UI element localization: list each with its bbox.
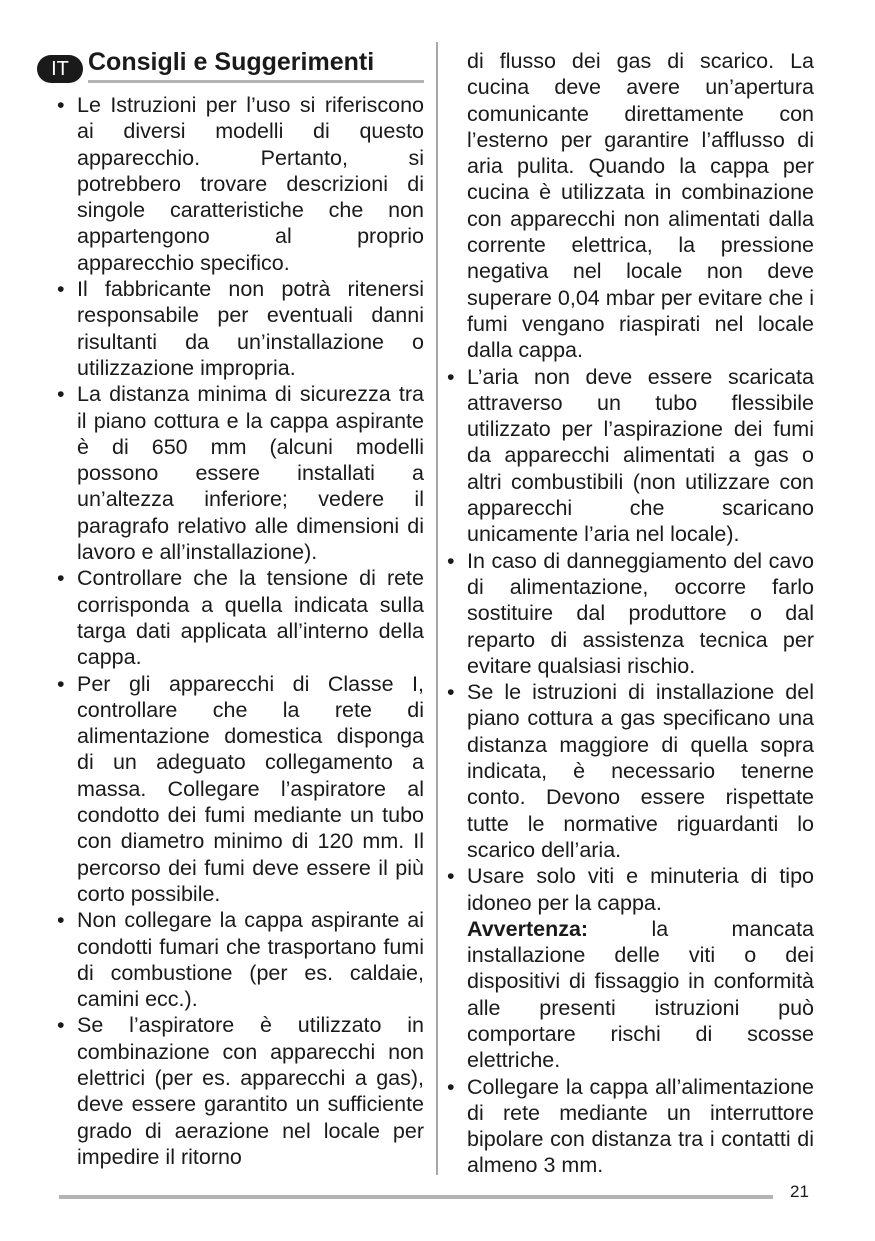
- list-item-text: Se le istruzioni di installazione del piano cottura a gas specificano una distanza maggiore di quella sopra indicata, è necessario tenerne conto. Devono essere rispettate tutte le normative riguardanti lo scarico dell’aria.: [467, 680, 814, 862]
- bullet-icon: •: [447, 548, 455, 573]
- section-title: Consigli e Suggerimenti: [88, 46, 424, 83]
- list-item-text: Le Istruzioni per l’uso si riferiscono ai diversi modelli di questo apparecchio. Pertanto, si potrebbero trovare descrizioni di singole caratteristiche che non appartengono al proprio apparecchio specifico.: [77, 93, 424, 275]
- continuation-paragraph: [446, 48, 814, 364]
- list-item: [56, 565, 424, 670]
- left-column: [56, 92, 424, 1170]
- bullet-icon: •: [57, 671, 65, 696]
- bullet-icon: •: [57, 566, 65, 591]
- list-item: [446, 1074, 814, 1179]
- list-item: [446, 679, 814, 863]
- warning-paragraph: [446, 916, 814, 1074]
- list-item: [56, 381, 424, 565]
- bullet-icon: •: [447, 1074, 455, 1099]
- bullet-icon: •: [447, 680, 455, 705]
- list-item-text: Per gli apparecchi di Classe I, controllare che la rete di alimentazione domestica disponga di un adeguato collegamento a massa. Collegare l’aspiratore al condotto dei fumi mediante un tubo con diametro minimo di 120 mm. Il percorso dei fumi deve essere il più corto possibile.: [77, 671, 424, 906]
- list-item-text: Collegare la cappa all’alimentazione di rete mediante un interruttore bipolare con distanza tra i contatti di almeno 3 mm.: [467, 1074, 814, 1178]
- continuation-text: di flusso dei gas di scarico. La cucina deve avere un’apertura comunicante direttamente con l’esterno per garantire l’afflusso di aria pulita. Quando la cappa per cucina è utilizzata in combinazione con apparecchi non alimentati dalla corrente elettrica, la pressione negativa nel locale non deve superare 0,04 mbar per evitare che i fumi vengano riaspirati nel locale dalla cappa.: [467, 49, 814, 363]
- list-item-text: L’aria non deve essere scaricata attraverso un tubo flessibile utilizzato per l’aspirazione dei fumi da apparecchi alimentati a gas o altri combustibili (non utilizzare con apparecchi che scaricano unicamente l’aria nel locale).: [467, 364, 814, 547]
- list-item: [446, 548, 814, 679]
- list-item-text: La distanza minima di sicurezza tra il piano cottura e la cappa aspirante è di 650 mm (alcuni modelli possono essere installati a un’altezza inferiore; vedere il paragrafo relativo alle dimensioni di lavoro e all’installazione).: [77, 382, 424, 565]
- bullet-icon: •: [57, 93, 65, 117]
- list-item: [56, 276, 424, 381]
- bullet-icon: •: [57, 277, 65, 302]
- list-item-text: Il fabbricante non potrà ritenersi responsabile per eventuali danni risultanti da un’installazione o utilizzazione impropria.: [77, 277, 424, 380]
- footer-rule: [59, 1195, 773, 1199]
- language-badge: IT: [37, 55, 83, 83]
- page-number: 21: [790, 1182, 809, 1201]
- list-item: [56, 907, 424, 1012]
- bullet-icon: •: [447, 864, 455, 889]
- list-item-text: Usare solo viti e minuteria di tipo idoneo per la cappa.: [467, 864, 814, 915]
- warning-label: Avvertenza:: [467, 916, 589, 941]
- bullet-icon: •: [447, 364, 455, 389]
- warning-text: la mancata installazione delle viti o dei dispositivi di fissaggio in conformità alle presenti istruzioni può comportare rischi di scosse elettriche.: [467, 916, 814, 1073]
- list-item: [56, 1012, 424, 1170]
- list-item-text: In caso di danneggiamento del cavo di alimentazione, occorre farlo sostituire dal produttore o dal reparto di assistenza tecnica per evitare qualsiasi rischio.: [467, 548, 814, 678]
- list-item: [56, 92, 424, 276]
- list-item: [56, 671, 424, 908]
- bullet-icon: •: [57, 382, 65, 407]
- list-item-text: Non collegare la cappa aspirante ai condotti fumari che trasportano fumi di combustione (per es. caldaie, camini ecc.).: [77, 908, 424, 1012]
- list-item: [446, 364, 814, 548]
- list-item-text: Se l’aspiratore è utilizzato in combinazione con apparecchi non elettrici (per es. apparecchi a gas), deve essere garantito un sufficiente grado di aerazione nel locale per impedire il ritorno: [77, 1013, 424, 1169]
- column-divider: [436, 42, 438, 1175]
- list-item: [446, 863, 814, 916]
- bullet-icon: •: [57, 908, 65, 933]
- bullet-icon: •: [57, 1013, 65, 1038]
- right-column: [446, 48, 814, 1179]
- list-item-text: Controllare che la tensione di rete corrisponda a quella indicata sulla targa dati applicata all’interno della cappa.: [77, 566, 424, 670]
